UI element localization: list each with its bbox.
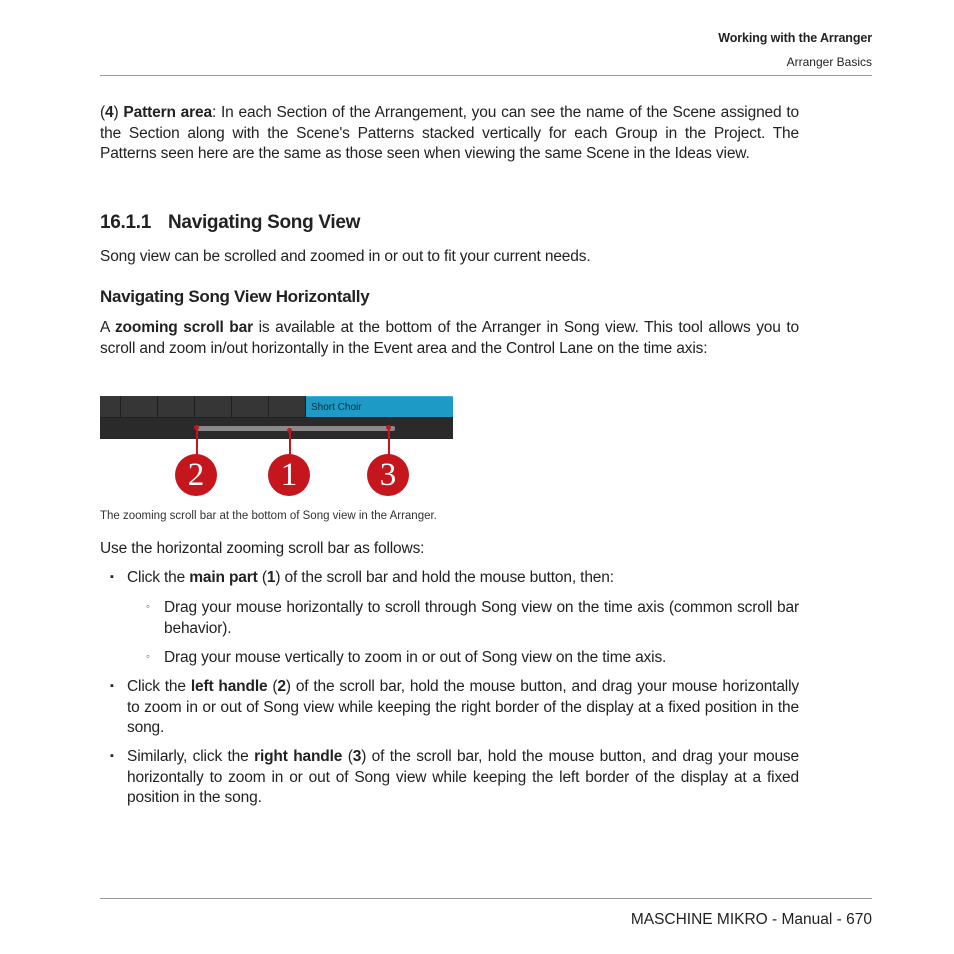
grid-cell	[158, 396, 195, 417]
subbullet-marker: ◦	[146, 651, 150, 663]
b3-post: ) of the scroll bar, hold the mouse button, and drag your mouse horizontally to zoom in or out of Song view while keeping the left border of the display at a fixed position in the song.	[127, 748, 799, 806]
subbullet-zoom: Drag your mouse vertically to zoom in or out of Song view on the time axis.	[164, 649, 667, 666]
intro-number: 4	[105, 104, 114, 121]
bullet-marker: ▪	[110, 680, 114, 692]
running-header-section: Arranger Basics	[786, 55, 872, 69]
subsection-heading: Navigating Song View Horizontally	[100, 287, 370, 306]
footer-rule	[100, 898, 872, 899]
b1-num: 1	[266, 569, 276, 586]
section-lead: Song view can be scrolled and zoomed in or out to fit your current needs.	[100, 248, 591, 265]
subbullet-scroll: Drag your mouse horizontally to scroll through Song view on the time axis (common scroll bar behavior).	[164, 599, 799, 637]
grid-cell	[121, 396, 158, 417]
intro-term: Pattern area	[123, 104, 212, 121]
grid-cell	[100, 396, 121, 417]
grid-cell	[232, 396, 269, 417]
b3-term: right handle	[254, 748, 343, 765]
track-strip	[100, 396, 453, 438]
b2-post: ) of the scroll bar, hold the mouse button, and drag your mouse horizontally to zoom in or out of Song view while keeping the right border of the display at a fixed position in the song.	[127, 678, 799, 736]
bullet-main-part	[127, 568, 799, 589]
grid-cell	[269, 396, 306, 417]
intro-text: : In each Section of the Arrangement, you can see the name of the Scene assigned to the Section along with the Scene's Patterns stacked vertically for each Group in the Project. The Patterns seen here are the same as those seen when viewing the same Scene in the Ideas view.	[100, 104, 799, 162]
b3-num: 3	[352, 748, 362, 765]
b3-pre: Similarly, click the	[127, 748, 255, 765]
b1-term: main part	[189, 569, 258, 586]
usage-intro: Use the horizontal zooming scroll bar as follows:	[100, 540, 425, 557]
subbullet-marker: ◦	[146, 601, 150, 613]
b1-pre: Click the	[127, 569, 190, 586]
subsection-text-post: is available at the bottom of the Arranger in Song view. This tool allows you to scroll and zoom in/out horizontally in the Event area and the Control Lane on the time axis:	[100, 319, 799, 357]
page-footer: MASCHINE MIKRO - Manual - 670	[630, 911, 872, 928]
section-title: Navigating Song View	[168, 212, 361, 233]
main-part-leader	[289, 430, 291, 457]
arranger-figure	[100, 396, 453, 500]
left-handle-leader	[196, 427, 198, 457]
section-heading	[100, 212, 360, 234]
b1-post: ) of the scroll bar and hold the mouse button, then:	[275, 569, 614, 586]
intro-paragraph: (4) Pattern area: In each Section of the Arrangement, you can see the name of the Scene assigned to the Section along with the Scene's Patterns stacked vertically for each Group in the Project. The Patterns seen here are the same as those seen when viewing the same Scene in the Ideas view.	[100, 104, 799, 162]
pattern-clip-label: Short Choir	[311, 402, 362, 413]
b2-open: (	[267, 678, 278, 695]
grid-cell	[195, 396, 232, 417]
b3-open: (	[342, 748, 353, 765]
bullet-right-handle	[127, 747, 799, 809]
b2-term: left handle	[190, 678, 268, 695]
scroll-lane	[100, 417, 453, 439]
subsection-paragraph	[100, 318, 799, 359]
pattern-clip[interactable]	[306, 396, 453, 418]
callout-main-part: 1	[268, 454, 310, 496]
bullet-left-handle	[127, 677, 799, 739]
callout-left-handle: 2	[175, 454, 217, 496]
callout-right-handle: 3	[367, 454, 409, 496]
header-rule	[100, 75, 872, 76]
subsection-term: zooming scroll bar	[114, 319, 253, 336]
figure-caption: The zooming scroll bar at the bottom of Song view in the Arranger.	[100, 510, 437, 522]
b2-pre: Click the	[127, 678, 191, 695]
bullet-marker: ▪	[110, 750, 114, 762]
section-number: 16.1.1	[100, 212, 152, 233]
right-handle-leader	[388, 427, 390, 457]
zooming-scroll-bar[interactable]	[197, 426, 395, 431]
b2-num: 2	[277, 678, 286, 695]
bullet-marker: ▪	[110, 571, 114, 583]
b1-open: (	[257, 569, 267, 586]
running-header-chapter: Working with the Arranger	[718, 31, 872, 45]
subsection-text-pre: A	[100, 319, 115, 336]
